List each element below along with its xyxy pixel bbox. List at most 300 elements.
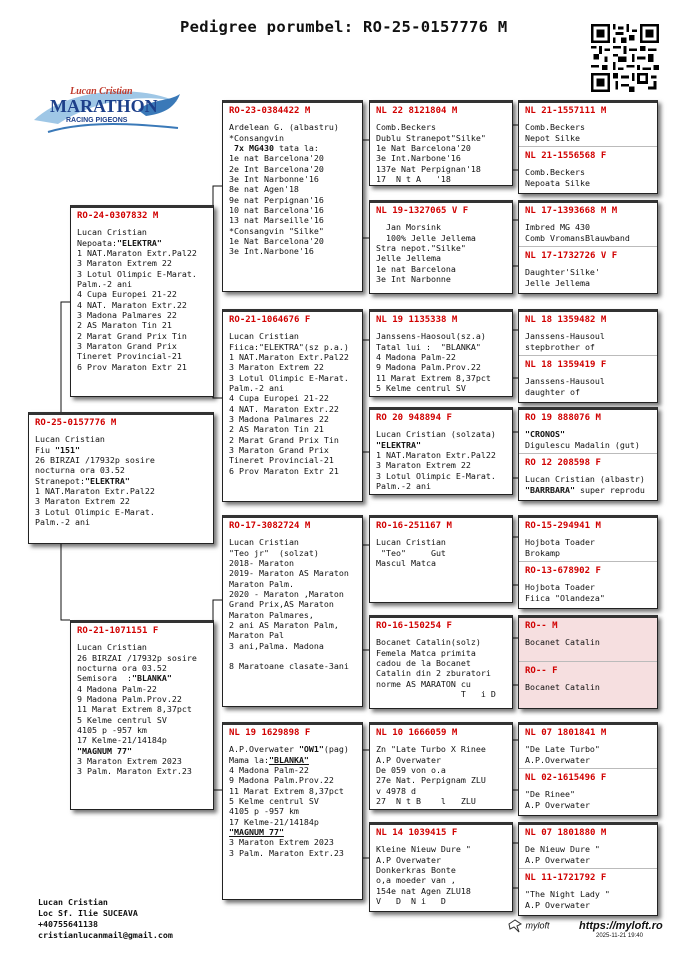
line-underlined-text: "MAGNUM 77" — [229, 827, 284, 838]
line-text: 3 ani,Palma. Madona — [229, 640, 324, 651]
ring-number[interactable]: NL 19 1135338 M — [376, 315, 458, 325]
ring-number-second[interactable]: NL 11-1721792 F — [525, 873, 607, 884]
line-text: stepbrother of — [525, 341, 595, 352]
card-line — [376, 352, 506, 362]
card-line — [229, 164, 356, 174]
pigeon-card-dds[interactable] — [369, 722, 513, 810]
card-divider — [519, 868, 657, 869]
bird-icon — [507, 918, 523, 934]
card-line — [229, 610, 356, 620]
pigeon-card-gen4-8[interactable] — [518, 822, 658, 916]
card-line — [35, 445, 207, 455]
line-text: Donkerkras Bonte — [376, 865, 456, 876]
pigeon-card-ssd[interactable] — [369, 200, 513, 294]
line-text: 17 Kelme-21/14184p — [77, 735, 167, 746]
card-line — [525, 429, 651, 439]
card-line — [376, 233, 506, 243]
card-line — [376, 342, 506, 352]
card-line — [376, 460, 506, 470]
line-text: 154e nat Agen ZLU18 — [376, 885, 471, 896]
line-text: Lucan Cristian — [77, 642, 147, 653]
line-text: 5 Kelme centrul SV — [77, 714, 167, 725]
card-line — [229, 153, 356, 163]
line-bold-text: "CRONOS" — [525, 429, 565, 440]
line-text: 3 Maraton Extrem 22 — [35, 496, 130, 507]
card-line — [229, 393, 356, 403]
card-divider — [519, 661, 657, 662]
card-line — [229, 236, 356, 246]
card-line — [229, 184, 356, 194]
ring-number[interactable]: RO-- M — [525, 621, 558, 631]
line-text: 2018- Maraton — [229, 558, 294, 569]
ring-number[interactable]: NL 22 8121804 M — [376, 106, 458, 116]
page-title: Pedigree porumbel: RO-25-0157776 M — [180, 18, 508, 36]
pigeon-card-gen4-7[interactable] — [518, 722, 658, 816]
card-divider — [519, 146, 657, 147]
card-line — [525, 474, 651, 484]
line-text: Dublu Stranepot"Silke" — [376, 132, 486, 143]
card-line — [376, 786, 506, 796]
card-divider — [519, 355, 657, 356]
ring-number[interactable]: RO 19 888076 M — [525, 413, 601, 423]
card-line — [35, 476, 207, 486]
card-line — [77, 756, 207, 766]
ring-number-second[interactable]: NL 21-1556568 F — [525, 151, 607, 162]
myloft-brand: myloft — [525, 920, 550, 931]
pigeon-card-sss[interactable] — [369, 100, 513, 186]
line-text: 3 Maraton Grand Prix — [229, 445, 329, 456]
pigeon-card-sire[interactable] — [70, 205, 214, 397]
card-line — [77, 227, 207, 237]
ring-number-second[interactable]: RO-13-678902 F — [525, 566, 601, 577]
line-text: Maraton Pal — [229, 630, 284, 641]
card-divider — [519, 453, 657, 454]
line-text: Imbred MG 430 — [525, 222, 590, 233]
card-line — [376, 164, 506, 174]
ring-number[interactable]: NL 21-1557111 M — [525, 106, 607, 116]
ring-number-second[interactable]: NL 02-1615496 F — [525, 773, 607, 784]
line-text: Brokamp — [525, 547, 560, 558]
line-text: Daughter'Silke' — [525, 267, 600, 278]
line-text: 4105 p -957 km — [229, 806, 299, 817]
card-line — [229, 174, 356, 184]
card-line — [229, 342, 356, 352]
card-line — [376, 537, 506, 547]
card-line — [525, 855, 651, 865]
line-text: Nepoata Silke — [525, 177, 590, 188]
line-text: Lucan Cristian — [376, 537, 446, 548]
line-text: 17 Kelme-21/14184p — [229, 816, 319, 827]
card-line — [525, 440, 651, 450]
card-line — [525, 648, 651, 658]
card-line — [376, 637, 506, 647]
line-text: 100% Jelle Jellema — [376, 232, 476, 243]
card-line — [376, 648, 506, 658]
card-line — [229, 466, 356, 476]
line-text: Jan Morsink — [376, 222, 441, 233]
card-line — [229, 806, 356, 816]
ring-number[interactable]: RO-21-1064676 F — [229, 315, 311, 325]
card-line — [229, 122, 356, 132]
line-text: 26 BIRZAI /17932p sosire — [77, 652, 197, 663]
card-line — [229, 827, 356, 837]
card-line — [229, 817, 356, 827]
card-line — [77, 715, 207, 725]
line-text: V D N i D — [376, 896, 446, 907]
card-line — [376, 253, 506, 263]
line-text: 3 Maraton Grand Prix — [77, 341, 177, 352]
card-line — [525, 548, 651, 558]
line-text: 3 Maraton Extrem 2023 — [229, 837, 334, 848]
line-text: Comb.Beckers — [525, 167, 585, 178]
line-text: 4 NAT. Maraton Extr.22 — [229, 403, 339, 414]
line-text: "Teo" Gut — [376, 547, 446, 558]
pigeon-card-gen4-5[interactable] — [518, 515, 658, 609]
card-line — [77, 704, 207, 714]
card-line — [77, 694, 207, 704]
line-text: 4 Madona Palm-22 — [376, 352, 456, 363]
line-text: Bocanet Catalin(solz) — [376, 637, 481, 648]
pigeon-card-dam[interactable] — [70, 620, 214, 810]
line-text: 4 NAT. Maraton Extr.22 — [77, 299, 187, 310]
card-line — [376, 668, 506, 678]
card-line — [229, 630, 356, 640]
line-text: 2 Marat Grand Prix Tin — [77, 330, 187, 341]
ring-number[interactable]: RO-15-294941 M — [525, 521, 601, 531]
line-text: 3 Maraton Extrem 2023 — [77, 756, 182, 767]
ring-number[interactable]: NL 10 1666059 M — [376, 728, 458, 738]
ring-number[interactable]: NL 07 1801880 M — [525, 828, 607, 838]
line-text: 1e nat Barcelona'20 — [229, 153, 324, 164]
pigeon-card-gen4-3[interactable] — [518, 309, 658, 403]
card-line — [376, 658, 506, 668]
card-line — [229, 837, 356, 847]
card-line — [77, 653, 207, 663]
card-line — [376, 689, 506, 699]
owner-phone: +40755641138 — [38, 919, 98, 929]
card-line — [376, 796, 506, 806]
card-line — [229, 589, 356, 599]
card-line — [77, 269, 207, 279]
ring-number[interactable]: NL 17-1393668 M M — [525, 206, 618, 216]
ring-number-second[interactable]: RO 12 208598 F — [525, 458, 601, 469]
line-text: Tatal lui : "BLANKA" — [376, 341, 481, 352]
card-line — [77, 663, 207, 673]
line-text: Lucan Cristian — [77, 227, 147, 238]
card-line — [376, 855, 506, 865]
ring-number[interactable]: RO-16-251167 M — [376, 521, 452, 531]
line-text: Janssens-Hausoul — [525, 331, 605, 342]
line-text: Hojbota Toader — [525, 537, 595, 548]
card-line — [376, 133, 506, 143]
line-text: Femela Matca primita — [376, 647, 476, 658]
line-text: T i D — [376, 689, 496, 700]
line-text: Semisora : — [77, 673, 132, 684]
line-bold-text: "OW1" — [298, 744, 324, 755]
line-text: 9 Madona Palm.Prov.22 — [376, 362, 481, 373]
card-divider — [519, 561, 657, 562]
owner-name: Lucan Cristian — [38, 897, 108, 907]
line-text: 3 Madona Palmares 22 — [77, 310, 177, 321]
card-line — [229, 579, 356, 589]
card-line — [35, 496, 207, 506]
line-text: Jelle Jellema — [525, 277, 590, 288]
line-text: "The Night Lady " — [525, 889, 610, 900]
card-line — [525, 278, 651, 288]
card-line — [77, 766, 207, 776]
card-line — [77, 300, 207, 310]
line-text: "De Late Turbo" — [525, 744, 600, 755]
card-line — [376, 174, 506, 184]
line-text: 3 Maraton Extrem 22 — [376, 460, 471, 471]
card-line — [525, 267, 651, 277]
card-line — [525, 789, 651, 799]
line-text: nocturna ora 03.52 — [77, 663, 167, 674]
line-text: Bocanet Catalin — [525, 637, 600, 648]
card-line — [525, 582, 651, 592]
card-line — [229, 796, 356, 806]
card-line — [77, 279, 207, 289]
card-line — [229, 558, 356, 568]
card-line — [229, 215, 356, 225]
ring-number[interactable]: NL 18 1359482 M — [525, 315, 607, 325]
card-line — [525, 744, 651, 754]
card-line — [229, 435, 356, 445]
card-line — [525, 133, 651, 143]
ring-number[interactable]: RO-17-3082724 M — [229, 521, 311, 531]
card-line — [229, 786, 356, 796]
card-line — [77, 289, 207, 299]
card-line — [376, 886, 506, 896]
card-line — [77, 331, 207, 341]
line-text: 11 Marat Extrem 8,37pct — [376, 372, 491, 383]
card-line — [376, 264, 506, 274]
line-text: Palm.-2 ani — [229, 383, 284, 394]
card-line — [229, 383, 356, 393]
line-text: Palm.-2 ani — [376, 481, 431, 492]
card-line — [376, 243, 506, 253]
line-text: Maraton Palmares, — [229, 609, 314, 620]
line-text: Ardelean G. (albastru) — [229, 122, 339, 133]
card-line — [376, 373, 506, 383]
pigeon-card-gen4-1[interactable] — [518, 100, 658, 194]
pigeon-card-dsd[interactable] — [369, 615, 513, 709]
line-text: Nepot Silke — [525, 132, 580, 143]
line-text: 3e Int.Narbone'16 — [229, 246, 314, 257]
line-text: 2 ani AS Maraton Palm, — [229, 620, 339, 631]
card-line — [525, 637, 651, 647]
card-line — [229, 362, 356, 372]
line-text: 5 Kelme centrul SV — [229, 796, 319, 807]
card-line — [77, 642, 207, 652]
card-line — [376, 429, 506, 439]
line-text: Hojbota Toader — [525, 582, 595, 593]
pigeon-card-dss[interactable] — [369, 515, 513, 603]
ring-number[interactable]: RO-21-1071151 F — [77, 626, 159, 636]
line-bold-text: "ELEKTRA" — [376, 439, 421, 450]
card-line — [229, 651, 356, 661]
card-line — [525, 593, 651, 603]
line-text: 9e nat Perpignan'16 — [229, 194, 324, 205]
line-text: 1e nat Barcelona — [376, 263, 456, 274]
logo-main-text: MARATHON — [50, 96, 158, 116]
line-text: Fiica "Olandeza" — [525, 592, 605, 603]
line-text: Bocanet Catalin — [525, 682, 600, 693]
line-bold-text: "ELEKTRA" — [84, 475, 130, 486]
ring-number[interactable]: RO-25-0157776 M — [35, 418, 117, 428]
card-line — [525, 331, 651, 341]
card-line — [229, 755, 356, 765]
card-line — [376, 875, 506, 885]
card-line — [77, 248, 207, 258]
line-text: Lucan Cristian — [229, 331, 299, 342]
line-text: Comb VromansBlauwband — [525, 232, 630, 243]
card-line — [525, 537, 651, 547]
line-text: 3e Int Narbonne — [376, 274, 451, 285]
pigeon-card-gen4-2[interactable] — [518, 200, 658, 294]
card-line — [229, 331, 356, 341]
pigeon-card-sds[interactable] — [369, 309, 513, 397]
line-text: Zn "Late Turbo X Rinee — [376, 744, 486, 755]
card-line — [525, 755, 651, 765]
card-line — [229, 195, 356, 205]
line-text: Mascul Matca — [376, 558, 436, 569]
pigeon-card-gen4-6[interactable] — [518, 615, 658, 709]
line-text: 2019- Maraton AS Maraton — [229, 568, 349, 579]
line-text: 2 AS Maraton Tin 21 — [229, 424, 324, 435]
card-line — [525, 889, 651, 899]
card-line — [35, 434, 207, 444]
ring-number-second[interactable]: RO-- F — [525, 666, 558, 677]
card-line — [229, 414, 356, 424]
pigeon-card-sire-dam[interactable] — [222, 309, 363, 502]
line-text: Fiica:"ELEKTRA"(sz p.a.) — [229, 341, 349, 352]
card-line — [525, 485, 651, 495]
line-text: A.P Overwater — [376, 754, 441, 765]
card-line — [376, 548, 506, 558]
card-line — [376, 865, 506, 875]
card-line — [77, 725, 207, 735]
card-line — [229, 373, 356, 383]
line-text: 3 Lotul Olimpic E-Marat. — [376, 470, 496, 481]
line-text: Janssens-Hausoul — [525, 376, 605, 387]
ring-number[interactable]: RO-23-0384422 M — [229, 106, 311, 116]
card-line — [376, 481, 506, 491]
card-line — [376, 122, 506, 132]
line-text: 6 Prov Maraton Extr 21 — [77, 361, 187, 372]
line-text: De Nieuw Dure " — [525, 844, 600, 855]
line-text: 6 Prov Maraton Extr 21 — [229, 465, 339, 476]
ring-number[interactable]: NL 07 1801841 M — [525, 728, 607, 738]
ring-number-second[interactable]: NL 18 1359419 F — [525, 360, 607, 371]
card-line — [35, 517, 207, 527]
line-text: 27e Nat. Perpignam ZLU — [376, 775, 486, 786]
line-text: 3 Lotul Olimpic E-Marat. — [77, 268, 197, 279]
pigeon-card-dam-sire[interactable] — [222, 515, 363, 707]
line-text: daughter of — [525, 386, 580, 397]
ring-number[interactable]: NL 14 1039415 F — [376, 828, 458, 838]
card-line — [229, 352, 356, 362]
card-line — [376, 383, 506, 393]
line-text: "De Rinee" — [525, 789, 575, 800]
pigeon-card-sire-sire[interactable] — [222, 100, 363, 292]
card-line — [77, 238, 207, 248]
line-text: Lucan Cristian (albastr) — [525, 474, 645, 485]
pigeon-card-dam-dam[interactable] — [222, 722, 363, 900]
ring-number-second[interactable]: NL 17-1732726 V F — [525, 251, 618, 262]
card-line — [229, 404, 356, 414]
line-text: Digulescu Madalin (gut) — [525, 439, 640, 450]
card-line — [376, 153, 506, 163]
line-bold-text: "ELEKTRA" — [116, 237, 162, 248]
card-line — [229, 661, 356, 671]
line-bold-text: "BLANKA" — [131, 673, 172, 684]
card-line — [229, 143, 356, 153]
line-text: 5 Kelme centrul SV — [376, 383, 466, 394]
pigeon-card-subject[interactable] — [28, 412, 214, 544]
line-text: 8e nat Agen'18 — [229, 184, 299, 195]
ring-number[interactable]: NL 19-1327065 V F — [376, 206, 469, 216]
line-text: *Consangvin — [229, 132, 284, 143]
line-text: 3e Int.Narbone'16 — [376, 153, 461, 164]
line-text: 3 Palm. Maraton Extr.23 — [77, 766, 192, 777]
line-text: 4 Cupa Europei 21-22 — [77, 289, 177, 300]
line-text: 27 N t B l ZLU — [376, 796, 476, 807]
line-bold-text: "MAGNUM 77" — [77, 745, 132, 756]
pigeon-card-sdd[interactable] — [369, 407, 513, 495]
line-text: norme AS MARATON cu — [376, 678, 471, 689]
line-text: 3e Int Narbonne'16 — [229, 174, 319, 185]
ring-number[interactable]: RO-16-150254 F — [376, 621, 452, 631]
card-line — [525, 222, 651, 232]
line-text: Nepoata: — [77, 237, 117, 248]
card-divider — [519, 246, 657, 247]
line-text: 4105 p -957 km — [77, 725, 147, 736]
line-text: 3 Lotul Olimpic E-Marat. — [229, 372, 349, 383]
card-line — [77, 684, 207, 694]
line-text: Catalin din 2 zburatori — [376, 668, 491, 679]
logo-sub-text: RACING PIGEONS — [66, 117, 128, 124]
ring-number[interactable]: NL 19 1629898 F — [229, 728, 311, 738]
line-text: cadou de la Bocanet — [376, 658, 471, 669]
ring-number[interactable]: RO-24-0307832 M — [77, 211, 159, 221]
card-line — [77, 673, 207, 683]
card-line — [229, 424, 356, 434]
site-link[interactable]: https://myloft.ro — [579, 920, 663, 932]
line-text: 2020 - Maraton ,Maraton — [229, 589, 344, 600]
print-timestamp: 2025-11-21 19:40 — [596, 933, 643, 939]
card-line — [77, 258, 207, 268]
card-line — [376, 844, 506, 854]
pigeon-card-gen4-4[interactable] — [518, 407, 658, 501]
line-text: v 4978 d — [376, 785, 416, 796]
card-line — [229, 133, 356, 143]
ring-number[interactable]: RO 20 948894 F — [376, 413, 452, 423]
pigeon-card-ddd[interactable] — [369, 822, 513, 912]
card-line — [35, 486, 207, 496]
card-line — [229, 205, 356, 215]
line-bold-text: "151" — [54, 444, 80, 455]
line-text: 3 Maraton Extrem 22 — [77, 258, 172, 269]
owner-address: Loc Sf. Ilie SUCEAVA — [38, 908, 138, 918]
line-text: 9 Madona Palm.Prov.22 — [77, 694, 182, 705]
line-text: 9 Madona Palm.Prov.22 — [229, 775, 334, 786]
card-line — [35, 465, 207, 475]
card-line — [376, 222, 506, 232]
line-text: A.P.Overwater — [229, 744, 299, 755]
card-line — [229, 568, 356, 578]
card-line — [376, 440, 506, 450]
